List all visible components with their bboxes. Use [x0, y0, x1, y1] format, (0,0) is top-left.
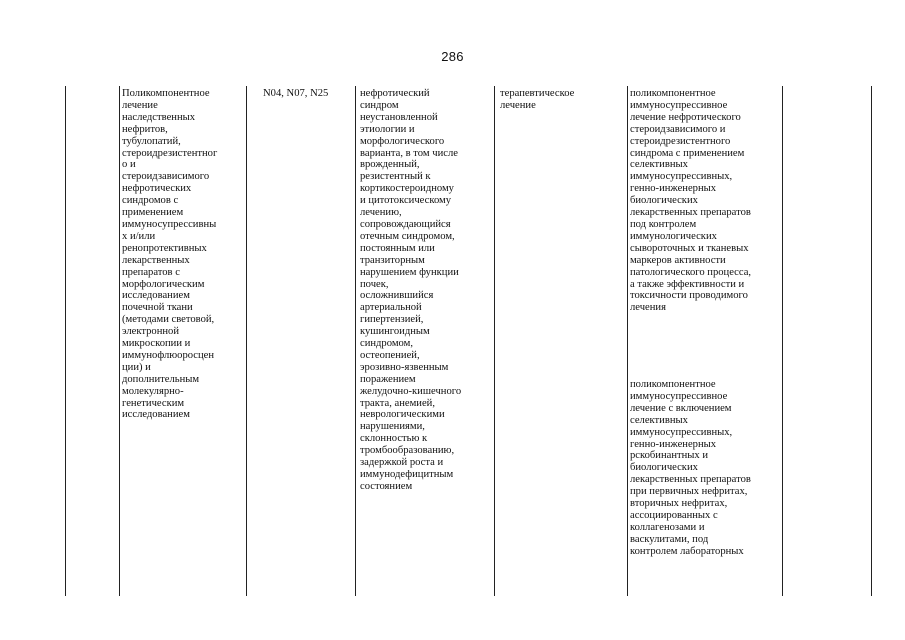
column-divider	[494, 86, 495, 596]
column-divider	[627, 86, 628, 596]
column-divider	[782, 86, 783, 596]
column-divider	[246, 86, 247, 596]
method-name-cell: Поликомпонентное лечение наследственных нефритов, тубулопатий, стероидрезистентног о и стероидзависимого нефротических синдромов с применением иммуносупрессивны х и/или ренопротективных лекарственных препаратов с морфологическим исследованием почечной ткани (методами световой, электронной микроскопии и иммунофлюоросцен ции) и дополнительным молекулярно- генетическим исследованием	[122, 88, 218, 421]
treatment-method-cell-1: поликомпонентное иммуносупрессивное лечение нефротического стероидзависимого и стероидрезистентного синдрома с применением селективных иммуносупрессивных, генно-инженерных биологических лекарственных препаратов под контролем иммунологических сывороточных и тканевых маркеров активности патологического процесса, а также эффективности и токсичности проводимого лечения	[630, 88, 752, 314]
table-border-right	[871, 86, 872, 596]
treatment-method-cell-2: поликомпонентное иммуносупрессивное лечение с включением селективных иммуносупрессивных, генно-инженерных рскобинантных и биологических лекарственных препаратов при первичных нефритах, вторичных нефритах, ассоциированных с коллагенозами и васкулитами, под контролем лабораторных	[630, 379, 751, 557]
table-border-left	[65, 86, 66, 596]
icd-codes-cell: N04, N07, N25	[263, 88, 329, 99]
column-divider	[119, 86, 120, 596]
patient-model-cell: нефротический синдром неустановленной этиологии и морфологического варианта, в том числе врожденный, резистентный к кортикостероидному и цитотоксическому лечению, сопровождающийся отечным синдромом, постоянным или транзиторным нарушением функции почек, осложнившийся артериальной гипертензией, кушингоидным синдромом, остеопенией, эрозивно-язвенным поражением желудочно-кишечного тракта, анемией, неврологическими нарушениями, склонностью к тромбообразованию, задержкой роста и иммунодефицитным состоянием	[360, 88, 462, 492]
column-divider	[355, 86, 356, 596]
page-number: 286	[441, 49, 464, 64]
treatment-type-cell: терапевтическое лечение	[500, 88, 575, 111]
